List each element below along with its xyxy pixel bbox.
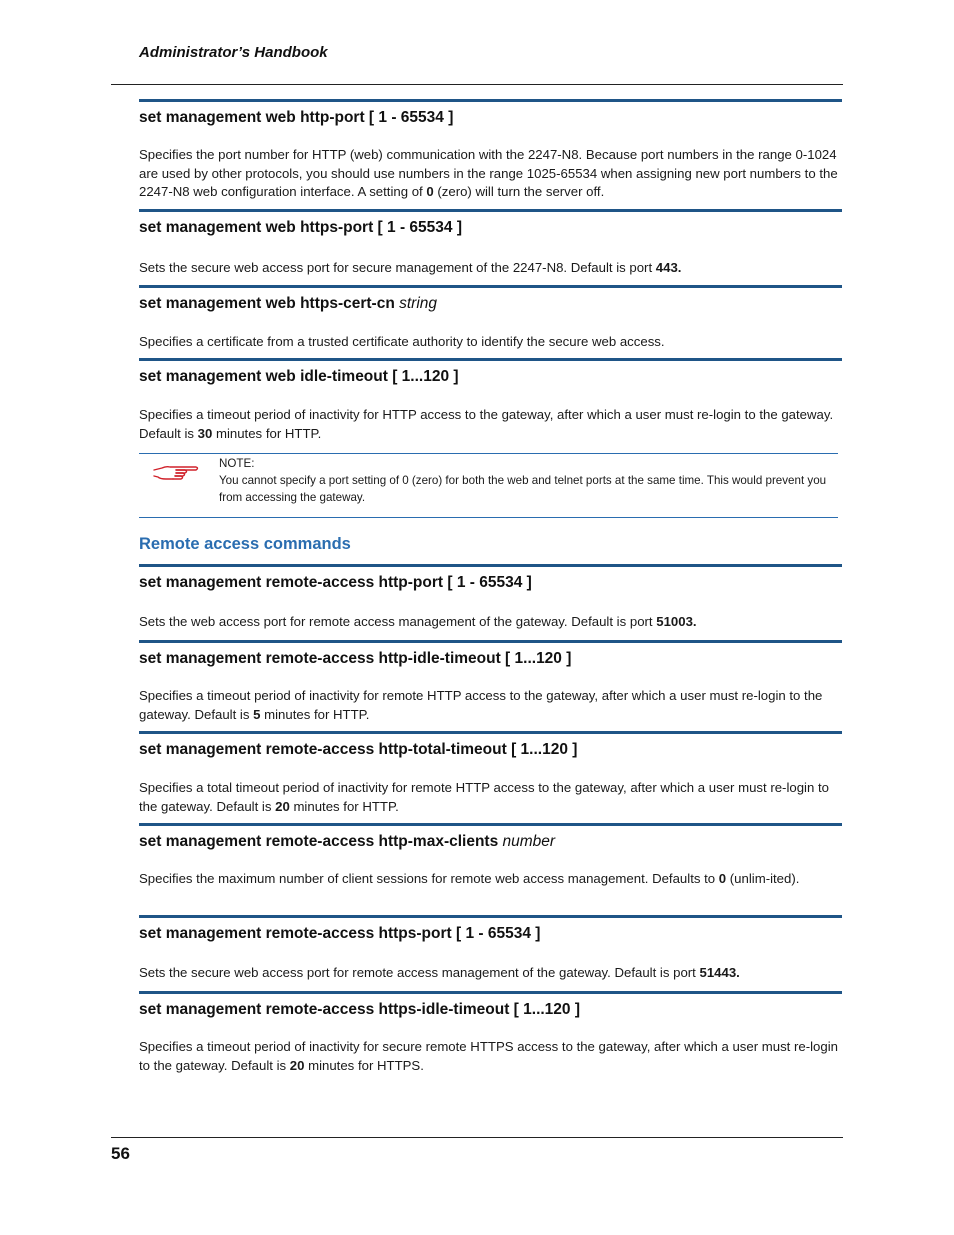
emphasized-value: 30 (197, 425, 213, 441)
command-divider (139, 285, 842, 288)
command-description: Sets the web access port for remote access management of the gateway. Default is port 51003. (139, 614, 697, 629)
command-heading: set management web idle-timeout [ 1...120 ] (139, 368, 459, 385)
command-divider (139, 915, 842, 918)
emphasized-value: 443. (655, 260, 682, 275)
emphasized-value: 0 (426, 184, 434, 200)
command-divider (139, 640, 842, 643)
note-bottom-divider (139, 517, 838, 518)
command-description: Sets the secure web access port for remote access management of the gateway. Default is port 51443. (139, 965, 740, 980)
command-description: Specifies the maximum number of client sessions for remote web access management. Defaults to 0 (unlim-ited). (139, 871, 800, 886)
emphasized-value: 5 (253, 706, 261, 722)
command-description: Specifies a certificate from a trusted certificate authority to identify the secure web access. (139, 334, 665, 349)
command-description: Specifies a timeout period of inactivity for secure remote HTTPS access to the gateway, after which a user must re-login to the gateway. Default is 20 minutes for HTTPS. (139, 1039, 838, 1073)
section-heading: Remote access commands (139, 535, 351, 553)
command-heading: set management remote-access http-max-clients number (139, 833, 556, 850)
command-heading: set management remote-access https-port [ 1 - 65534 ] (139, 925, 541, 942)
note-top-divider (139, 453, 838, 454)
note-body: You cannot specify a port setting of 0 (zero) for both the web and telnet ports at the same time. This would prevent you from accessing the gateway. (219, 474, 827, 504)
page-number: 56 (111, 1144, 130, 1163)
footer-divider (111, 1137, 843, 1138)
command-heading: set management web https-cert-cn string (139, 295, 438, 312)
running-header-title: Administrator’s Handbook (139, 44, 328, 61)
emphasized-value: 20 (275, 798, 290, 814)
command-heading: set management web http-port [ 1 - 65534 ] (139, 109, 454, 126)
command-divider (139, 99, 842, 102)
header-divider (111, 84, 843, 85)
command-description: Specifies the port number for HTTP (web) communication with the 2247-N8. Because port numbers in the range 0-1024 are used by other protocols, you should use numbers in the range 1025-65534 when assigning new port numbers to the 2247-N8 web configuration interface. A setting of 0 (zero) will turn the server off. (139, 147, 838, 200)
command-description: Specifies a timeout period of inactivity for HTTP access to the gateway, after which a user must re-login to the gateway. Default is 30 minutes for HTTP. (139, 407, 834, 441)
note-text-block (219, 455, 837, 506)
command-description: Specifies a timeout period of inactivity for remote HTTP access to the gateway, after which a user must re-login to the gateway. Default is 5 minutes for HTTP. (139, 688, 823, 722)
command-heading: set management web https-port [ 1 - 65534 ] (139, 219, 462, 236)
command-description: Specifies a total timeout period of inactivity for remote HTTP access to the gateway, after which a user must re-login to the gateway. Default is 20 minutes for HTTP. (139, 780, 829, 814)
command-divider (139, 209, 842, 212)
command-description: Sets the secure web access port for secure management of the 2247-N8. Default is port 443. (139, 260, 682, 275)
command-divider (139, 358, 842, 361)
emphasized-value: 51003. (656, 614, 697, 629)
emphasized-value: 0 (718, 871, 727, 886)
note-label: NOTE: (219, 457, 255, 470)
command-divider (139, 823, 842, 826)
command-heading: set management remote-access http-port [ 1 - 65534 ] (139, 574, 532, 591)
emphasized-value: 20 (289, 1057, 305, 1073)
emphasized-value: 51443. (699, 965, 740, 980)
command-heading: set management remote-access https-idle-timeout [ 1...120 ] (139, 1001, 581, 1018)
command-heading: set management remote-access http-idle-timeout [ 1...120 ] (139, 650, 572, 667)
command-divider (139, 564, 842, 567)
command-heading: set management remote-access http-total-timeout [ 1...120 ] (139, 741, 578, 758)
command-divider (139, 731, 842, 734)
pointing-hand-icon (152, 462, 202, 486)
command-divider (139, 991, 842, 994)
